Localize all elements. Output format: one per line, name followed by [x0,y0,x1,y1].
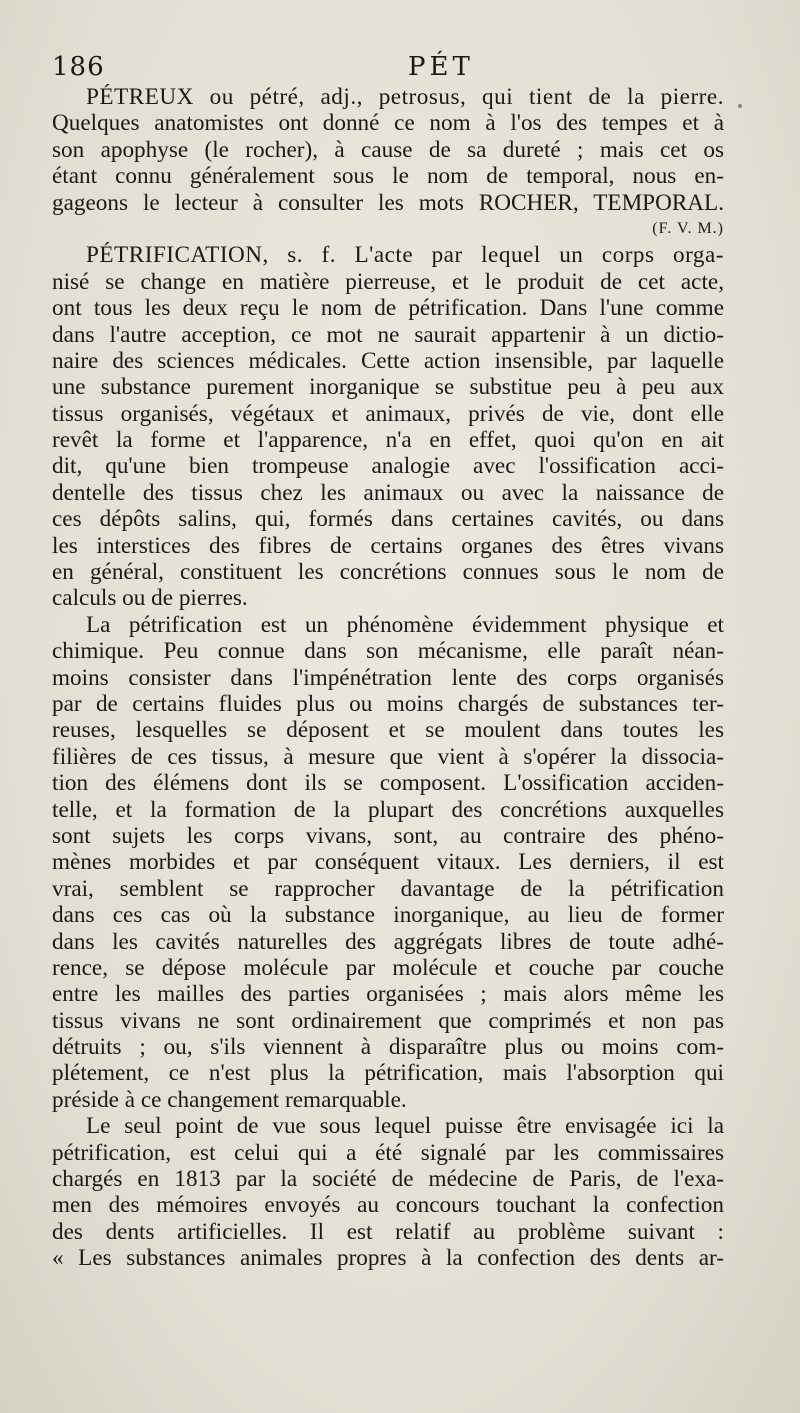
page-header [52,52,732,86]
text-line: dit, qu'une bien trompeuse analogie avec l'ossification acci- [52,453,724,480]
text-line: telle, et la formation de la plupart des concrétions auxquelles [52,796,724,823]
text-line: reuses, lesquelles se déposent et se moulent dans toutes les [52,717,724,744]
text-line: détruits ; ou, s'ils viennent à disparaître plus ou moins com- [52,1034,724,1061]
text-line: tissus organisés, végétaux et animaux, privés de vie, dont elle [52,400,724,427]
entry-petrification-line: PÉTRIFICATION, s. f. L'acte par lequel un corps orga- [86,242,724,269]
entry-petreux-line: PÉTREUX ou pétré, adj., petrosus, qui tient de la pierre. [86,84,724,110]
text-line: chargés en 1813 par la société de médecine de Paris, de l'exa- [52,1166,724,1193]
ink-speck [738,104,742,108]
text-line: dans l'autre acception, ce mot ne saurait appartenir à un dictio- [52,321,724,348]
text-line: chimique. Peu connue dans son mécanisme, elle paraît néan- [52,638,724,665]
text-line: entre les mailles des parties organisées ; mais alors même les [52,981,724,1008]
text-line: son apophyse (le rocher), à cause de sa dureté ; mais cet os [52,136,724,163]
paragraph-start-line: Le seul point de vue sous lequel puisse être envisagée ici la [86,1113,724,1140]
text-line: étant connu généralement sous le nom de temporal, nous en- [52,163,724,190]
text-line: rence, se dépose molécule par molécule et couche par couche [52,954,724,981]
text-line: dans les cavités naturelles des aggrégats libres de toute adhé- [52,928,724,955]
body-text [52,84,724,1272]
text-line: par de certains fluides plus ou moins chargés de substances ter- [52,690,724,717]
text-line: tissus vivans ne sont ordinairement que comprimés et non pas [52,1007,724,1034]
text-line: une substance purement inorganique se substitue peu à peu aux [52,374,724,401]
running-head: PÉT [408,52,474,82]
text-line: ont tous les deux reçu le nom de pétrification. Dans l'une comme [52,295,724,322]
text-line: Quelques anatomistes ont donné ce nom à l'os des tempes et à [52,110,724,137]
text-line: des dents artificielles. Il est relatif au problème suivant : [52,1218,724,1245]
text-line: préside à ce changement remarquable. [52,1086,407,1113]
text-line: pétrification, est celui qui a été signalé par les commissaires [52,1139,724,1166]
text-line: nisé se change en matière pierreuse, et le produit de cet acte, [52,268,724,295]
text-line: mènes morbides et par conséquent vitaux. Les derniers, il est [52,849,724,876]
text-line: « Les substances animales propres à la confection des dents ar- [52,1245,724,1272]
text-line: men des mémoires envoyés au concours touchant la confection [52,1192,724,1219]
text-line: gageons le lecteur à consulter les mots ROCHER, TEMPORAL. [52,189,724,216]
text-line: dans ces cas où la substance inorganique, au lieu de former [52,902,724,929]
text-line: dentelle des tissus chez les animaux ou avec la naissance de [52,479,724,506]
paragraph-start-line: La pétrification est un phénomène évidemment physique et [86,611,724,638]
text-line: sont sujets les corps vivans, sont, au contraire des phéno- [52,822,724,849]
text-line: en général, constituent les concrétions connues sous le nom de [52,559,724,586]
page-number: 186 [52,52,105,82]
text-line: tion des élémens dont ils se composent. L'ossification acciden- [52,770,724,797]
text-line: revêt la forme et l'apparence, n'a en effet, quoi qu'on en ait [52,427,724,454]
text-line: vrai, semblent se rapprocher davantage de la pétrification [52,875,724,902]
text-line: moins consister dans l'impénétration lente des corps organisés [52,664,724,691]
text-line: naire des sciences médicales. Cette action insensible, par laquelle [52,347,724,374]
text-line: filières de ces tissus, à mesure que vient à s'opérer la dissocia- [52,743,724,770]
text-line: plétement, ce n'est plus la pétrification, mais l'absorption qui [52,1060,724,1087]
text-line: calculs ou de pierres. [52,585,248,612]
text-line: ces dépôts salins, qui, formés dans certaines cavités, ou dans [52,506,724,533]
author-initials: (F. V. M.) [652,219,724,237]
text-line: les interstices des fibres de certains organes des êtres vivans [52,532,724,559]
